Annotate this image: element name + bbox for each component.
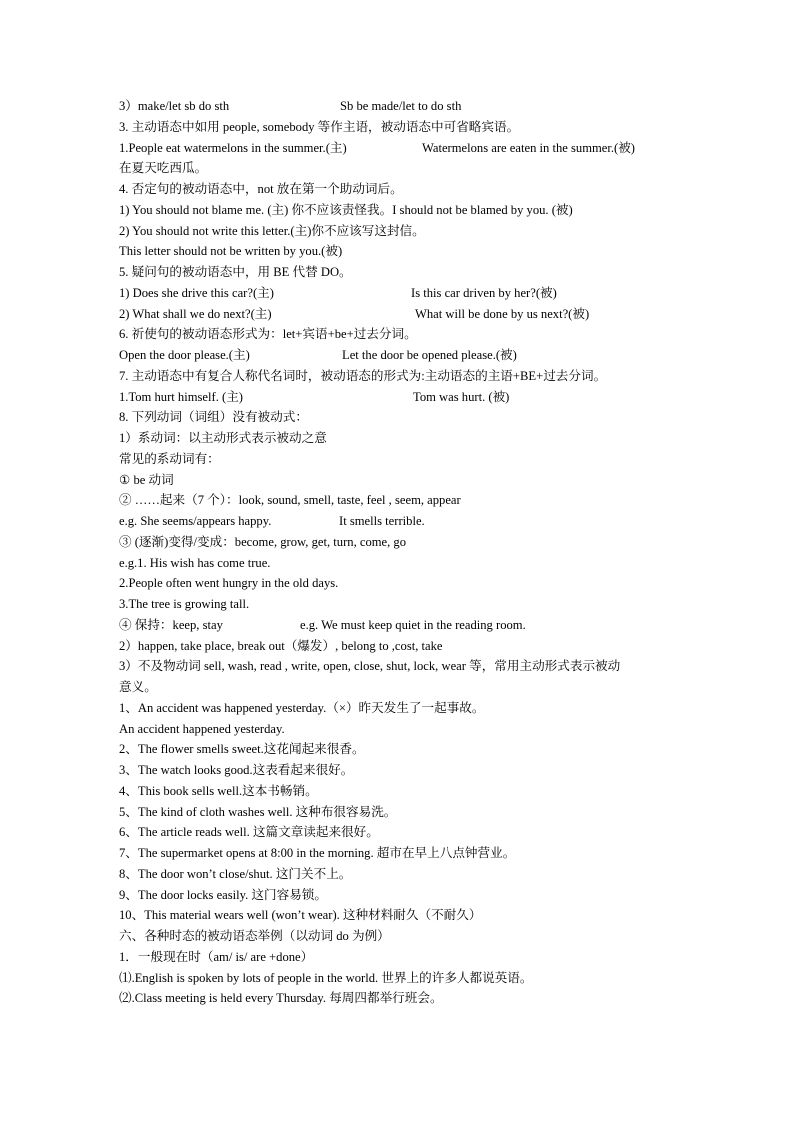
- line-text: 8、The door won’t close/shut. 这门关不上。: [119, 866, 352, 881]
- text-line: [119, 200, 689, 221]
- text-line: [119, 573, 689, 594]
- text-line: [119, 677, 689, 698]
- line-text: 2）happen, take place, break out（爆发）, belong to ,cost, take: [119, 638, 443, 653]
- text-line: [119, 179, 689, 200]
- line-text: 1．一般现在时（am/ is/ are +done）: [119, 949, 314, 964]
- text-line: [119, 988, 689, 1009]
- text-line: [119, 304, 689, 325]
- line-text-right: What will be done by us next?(被): [415, 306, 590, 321]
- text-line: [119, 656, 689, 677]
- line-text: 1.Tom hurt himself. (主): [119, 389, 243, 404]
- text-line: [119, 138, 689, 159]
- line-text-right: Watermelons are eaten in the summer.(被): [422, 140, 635, 155]
- line-text: 1）系动词：以主动形式表示被动之意: [119, 431, 327, 445]
- text-line: [119, 511, 689, 532]
- line-text: 4. 否定句的被动语态中，not 放在第一个助动词后。: [119, 182, 403, 196]
- line-text-right: Let the door be opened please.(被): [342, 348, 517, 362]
- line-text: 2.People often went hungry in the old days.: [119, 576, 339, 591]
- line-text: 1、An accident was happened yesterday.（×）昨天发生了一起事故。: [119, 700, 485, 715]
- line-text: ② ……起来（7 个）：look, sound, smell, taste, feel , seem, appear: [119, 493, 461, 508]
- text-line: [119, 719, 689, 740]
- text-line: [119, 345, 689, 366]
- text-line: [119, 739, 689, 760]
- line-text: 3）make/let sb do sth: [119, 99, 230, 113]
- line-text: e.g.1. His wish has come true.: [119, 555, 271, 570]
- line-text: 在夏天吃西瓜。: [119, 161, 208, 176]
- text-line: [119, 864, 689, 885]
- text-line: [119, 532, 689, 553]
- line-text: Open the door please.(主): [119, 348, 250, 362]
- line-text: 8. 下列动词（词组）没有被动式：: [119, 410, 308, 425]
- text-line: [119, 428, 689, 449]
- line-text: ⑴.English is spoken by lots of people in the world. 世界上的许多人都说英语。: [119, 970, 533, 985]
- line-text-right: It smells terrible.: [339, 514, 425, 528]
- line-text: ① be 动词: [119, 472, 174, 487]
- line-text: 1) You should not blame me. (主) 你不应该责怪我。I should not be blamed by you. (被): [119, 202, 573, 217]
- text-line: [119, 470, 689, 491]
- text-line: [119, 117, 689, 138]
- text-line: [119, 636, 689, 657]
- line-text: 2、The flower smells sweet.这花闻起来很香。: [119, 742, 365, 757]
- line-text: 5、The kind of cloth washes well. 这种布很容易洗。: [119, 804, 397, 819]
- text-line: [119, 905, 689, 926]
- line-text: 六、各种时态的被动语态举例（以动词 do 为例）: [119, 929, 390, 943]
- line-text: 6. 祈使句的被动语态形式为：let+宾语+be+过去分词。: [119, 327, 417, 342]
- line-text-right: Tom was hurt. (被): [413, 389, 510, 404]
- line-text: 9、The door locks easily. 这门容易锁。: [119, 887, 327, 902]
- text-line: [119, 760, 689, 781]
- text-line: [119, 221, 689, 242]
- line-text: 7、The supermarket opens at 8:00 in the morning. 超市在早上八点钟营业。: [119, 846, 516, 860]
- line-text: ⑵.Class meeting is held every Thursday. 每周四都举行班会。: [119, 991, 443, 1006]
- line-text: e.g. She seems/appears happy.: [119, 514, 272, 528]
- document-body: [119, 96, 689, 1009]
- line-text: 3.The tree is growing tall.: [119, 597, 250, 611]
- line-text: 3、The watch looks good.这表看起来很好。: [119, 763, 354, 777]
- text-line: [119, 387, 689, 408]
- line-text: 1) Does she drive this car?(主): [119, 285, 274, 300]
- text-line: [119, 843, 689, 864]
- line-text: 3. 主动语态中如用 people, somebody 等作主语，被动语态中可省略宾语。: [119, 119, 520, 134]
- line-text: 2) You should not write this letter.(主)你不应该写这封信。: [119, 223, 425, 238]
- text-line: [119, 366, 689, 387]
- line-text: ④ 保持：keep, stay: [119, 617, 223, 632]
- text-line: [119, 241, 689, 262]
- line-text-right: Is this car driven by her?(被): [411, 285, 557, 300]
- text-line: [119, 822, 689, 843]
- text-line: [119, 615, 689, 636]
- line-text: 5. 疑问句的被动语态中，用 BE 代替 DO。: [119, 265, 352, 279]
- text-line: [119, 885, 689, 906]
- line-text: 3）不及物动词 sell, wash, read , write, open, close, shut, lock, wear 等，常用主动形式表示被动: [119, 659, 621, 674]
- text-line: [119, 158, 689, 179]
- line-text: 6、The article reads well. 这篇文章读起来很好。: [119, 825, 379, 840]
- text-line: [119, 698, 689, 719]
- text-line: [119, 968, 689, 989]
- text-line: [119, 594, 689, 615]
- text-line: [119, 283, 689, 304]
- line-text: 7. 主动语态中有复合人称代名词时，被动语态的形式为:主动语态的主语+BE+过去分词。: [119, 368, 607, 383]
- line-text: 意义。: [119, 680, 157, 694]
- text-line: [119, 553, 689, 574]
- text-line: [119, 324, 689, 345]
- line-text: An accident happened yesterday.: [119, 721, 285, 736]
- line-text: 1.People eat watermelons in the summer.(主): [119, 140, 347, 155]
- line-text: ③ (逐渐)变得/变成：become, grow, get, turn, come, go: [119, 534, 407, 549]
- line-text: This letter should not be written by you.(被): [119, 244, 343, 259]
- text-line: [119, 926, 689, 947]
- text-line: [119, 262, 689, 283]
- line-text-right: Sb be made/let to do sth: [340, 99, 462, 113]
- line-text: 4、This book sells well.这本书畅销。: [119, 783, 318, 798]
- line-text: 常见的系动词有：: [119, 451, 220, 466]
- line-text: 2) What shall we do next?(主): [119, 306, 272, 321]
- text-line: [119, 947, 689, 968]
- line-text-right: e.g. We must keep quiet in the reading room.: [300, 617, 526, 632]
- line-text: 10、This material wears well (won’t wear). 这种材料耐久（不耐久）: [119, 908, 482, 923]
- text-line: [119, 802, 689, 823]
- text-line: [119, 449, 689, 470]
- text-line: [119, 490, 689, 511]
- text-line: [119, 407, 689, 428]
- text-line: [119, 96, 689, 117]
- text-line: [119, 781, 689, 802]
